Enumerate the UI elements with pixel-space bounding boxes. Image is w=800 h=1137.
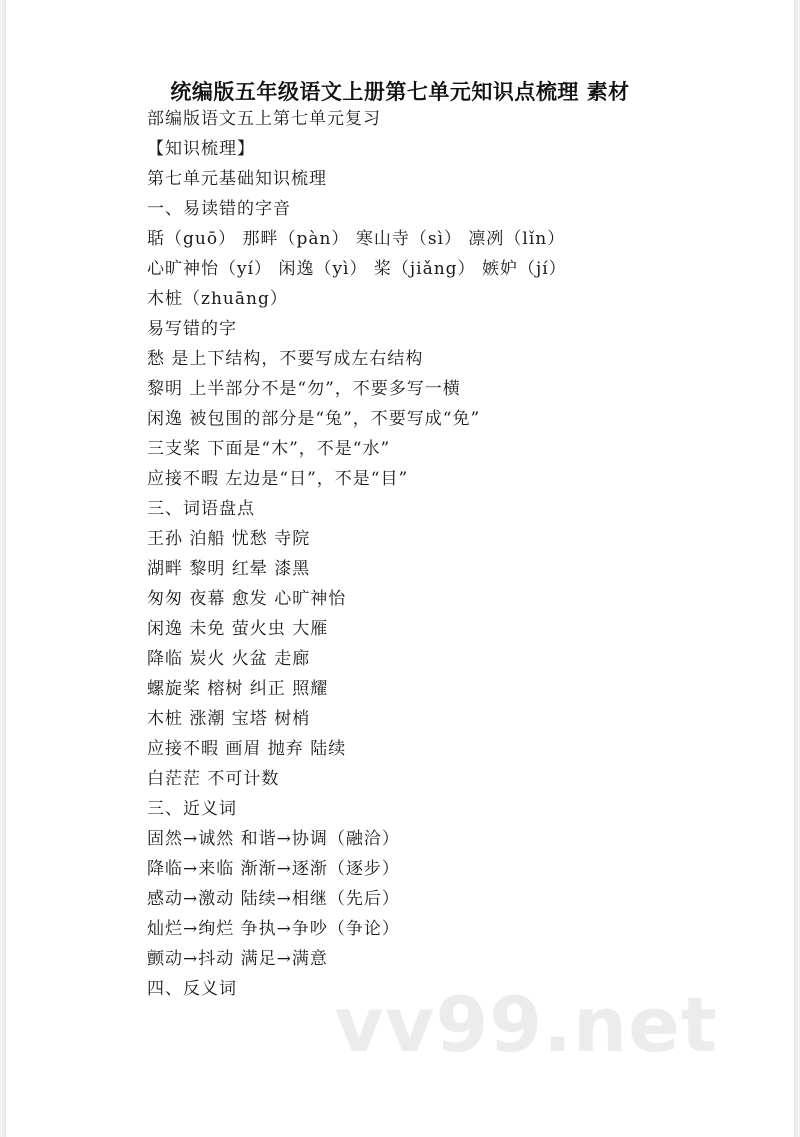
text-line: 心旷神怡（yí） 闲逸（yì） 桨（jiǎng） 嫉妒（jí） [147,259,567,279]
text-line: 四、反义词 [147,979,237,999]
text-line: 螺旋桨 榕树 纠正 照耀 [147,679,329,699]
document-title: 统编版五年级语文上册第七单元知识点梳理 素材 [170,80,630,104]
text-line: 湖畔 黎明 红晕 漆黑 [147,559,311,579]
text-line: 木桩（zhuāng） [147,289,288,309]
text-line: 部编版语文五上第七单元复习 [147,109,381,129]
text-line: 降临→来临 渐渐→逐渐（逐步） [147,859,400,879]
text-line: 愁 是上下结构，不要写成左右结构 [147,349,424,369]
text-line: 闲逸 未免 萤火虫 大雁 [147,619,329,639]
text-line: 颤动→抖动 满足→满意 [147,949,328,969]
text-line: 匆匆 夜幕 愈发 心旷神怡 [147,589,347,609]
document-page [6,0,794,1137]
text-line: 固然→诚然 和谐→协调（融洽） [147,829,400,849]
text-line: 白茫茫 不可计数 [147,769,280,789]
text-line: 聒（guō） 那畔（pàn） 寒山寺（sì） 凛冽（lǐn） [147,229,566,249]
watermark: vv99.net [334,980,718,1069]
text-line: 王孙 泊船 忧愁 寺院 [147,529,311,549]
text-line: 第七单元基础知识梳理 [147,169,327,189]
document-body [147,104,767,1004]
text-line: 闲逸 被包围的部分是“兔”，不要写成“免” [147,409,481,429]
text-line: 【知识梳理】 [147,139,255,159]
text-line: 木桩 涨潮 宝塔 树梢 [147,709,311,729]
text-line: 三、近义词 [147,799,237,819]
text-line: 感动→激动 陆续→相继（先后） [147,889,400,909]
text-line: 灿烂→绚烂 争执→争吵（争论） [147,919,400,939]
text-line: 三、词语盘点 [147,499,255,519]
text-line: 一、易读错的字音 [147,199,291,219]
text-line: 易写错的字 [147,319,237,339]
text-line: 三支桨 下面是“木”，不是“水” [147,439,391,459]
text-line: 降临 炭火 火盆 走廊 [147,649,311,669]
text-line: 黎明 上半部分不是“勿”，不要多写一横 [147,379,461,399]
text-line: 应接不暇 左边是“日”，不是“目” [147,469,409,489]
text-line: 应接不暇 画眉 抛弃 陆续 [147,739,347,759]
